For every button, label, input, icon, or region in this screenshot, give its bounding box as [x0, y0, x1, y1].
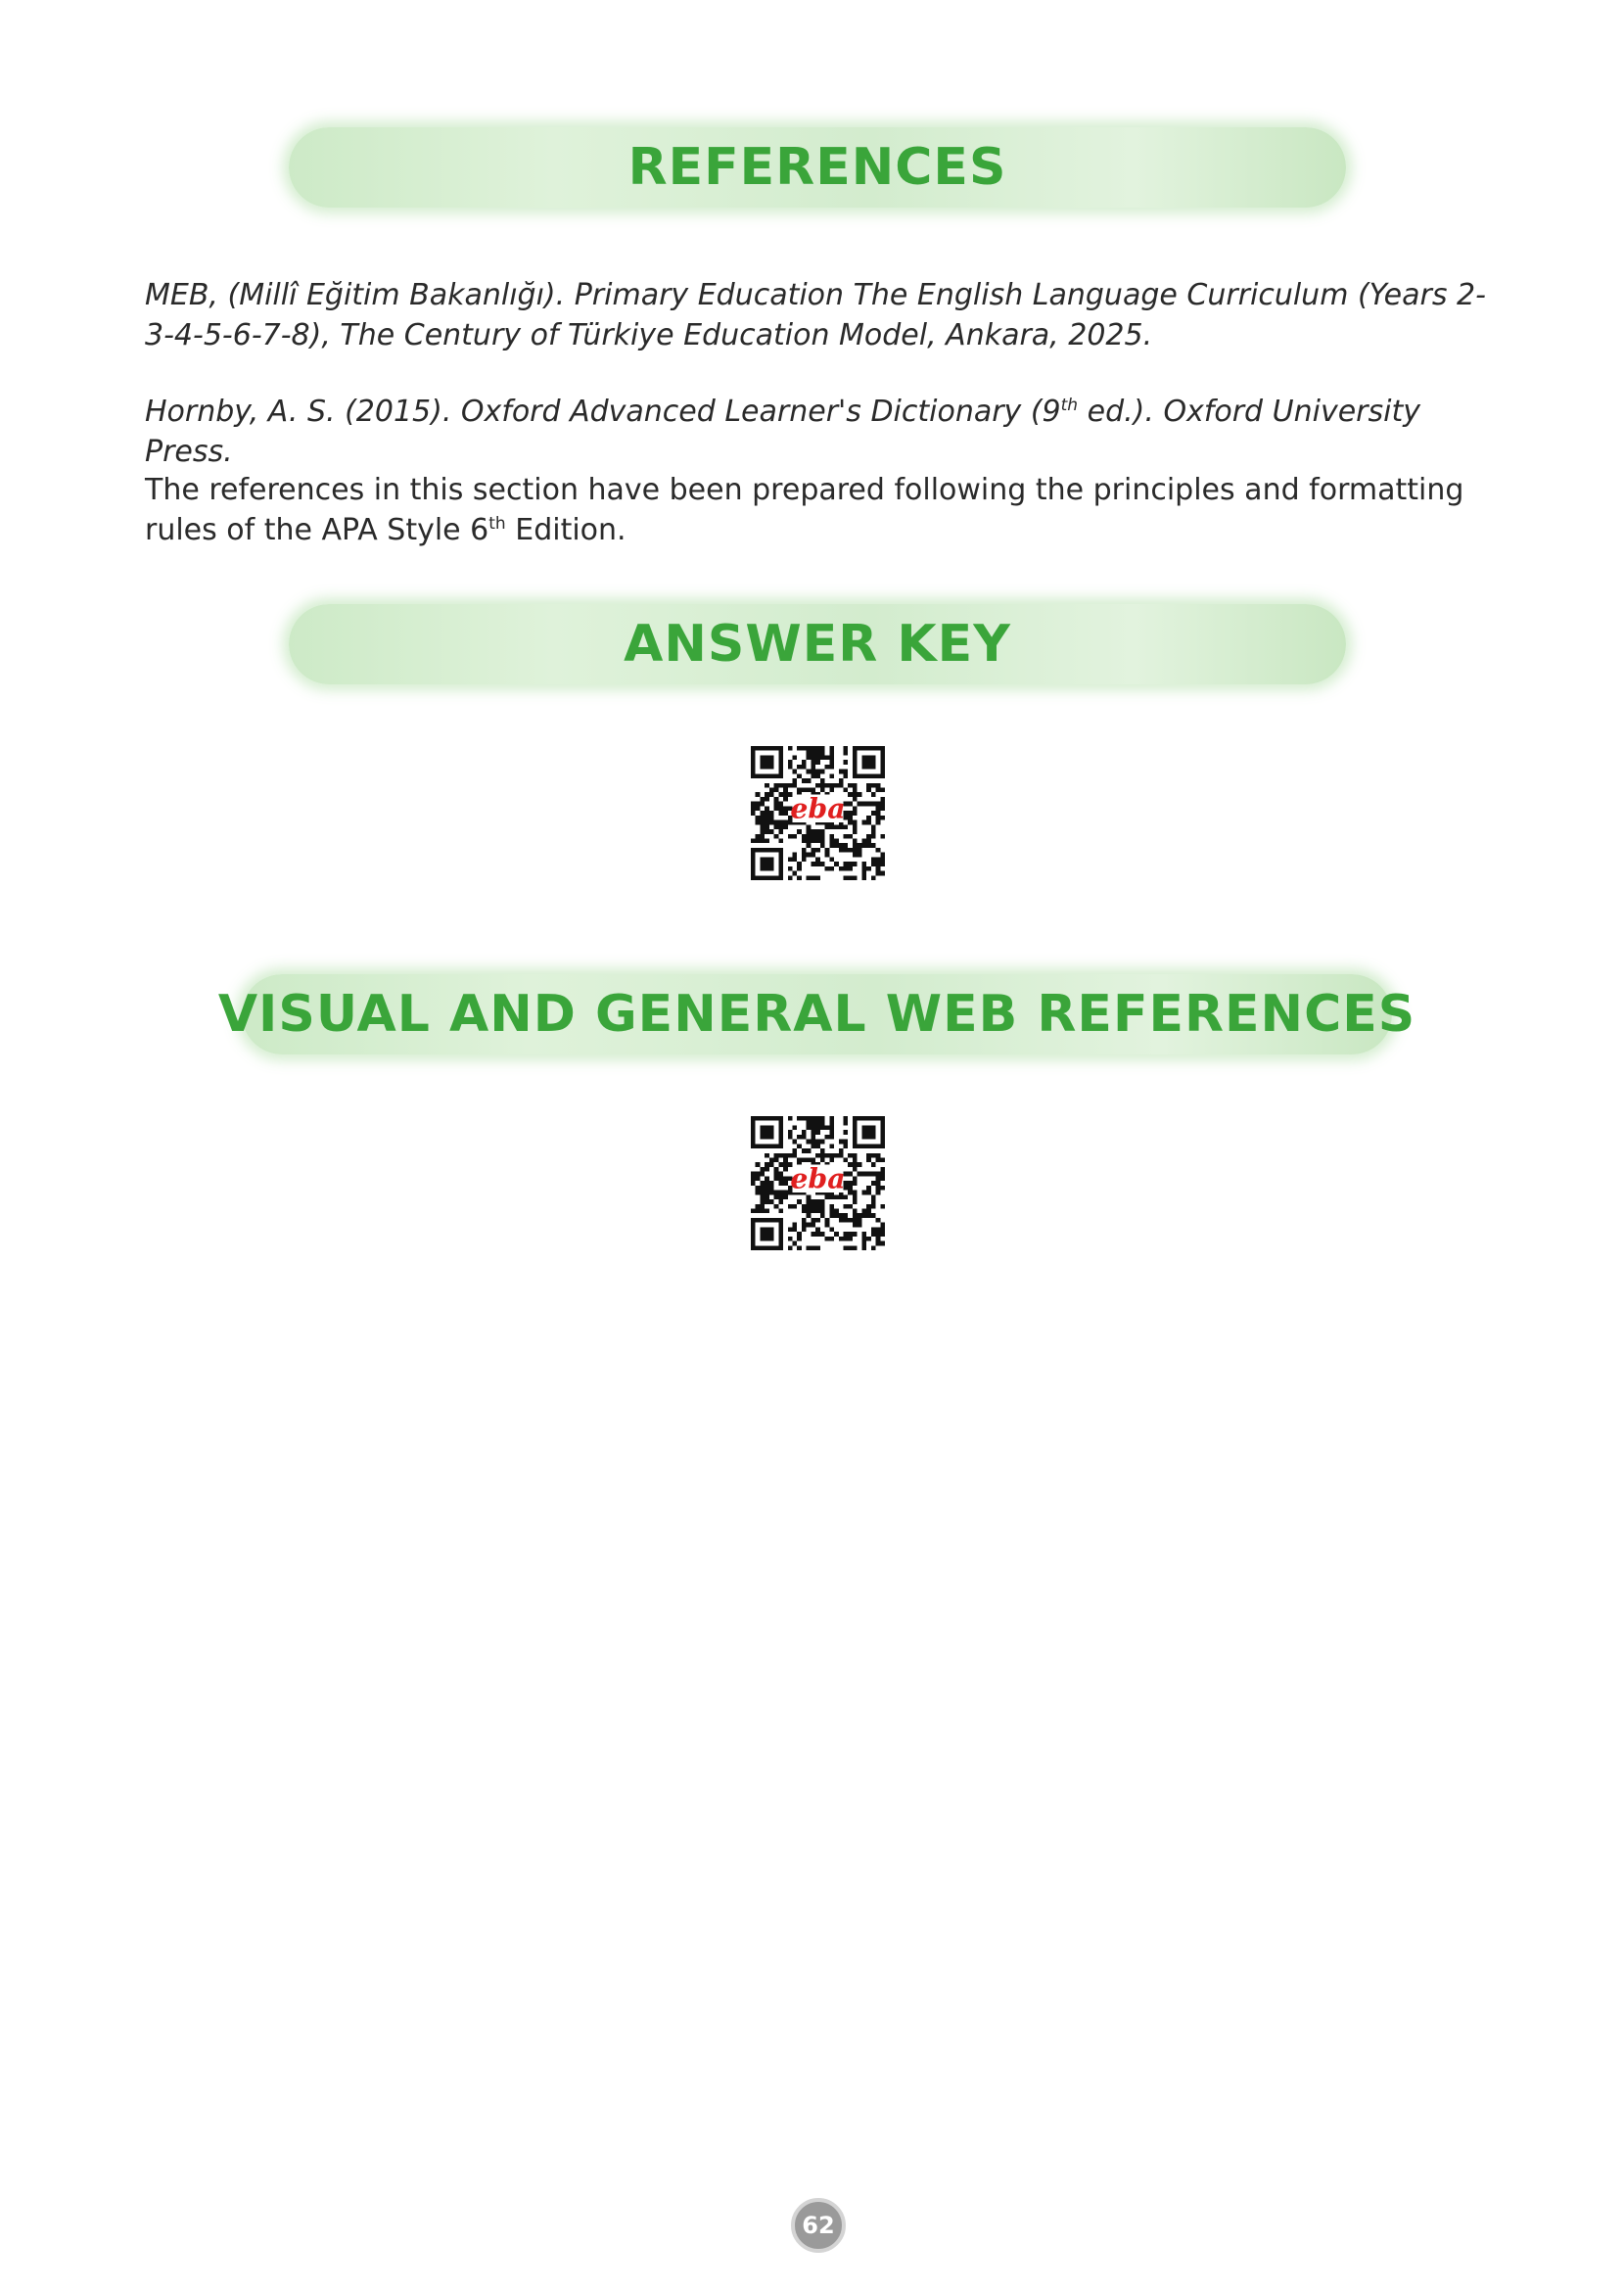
qr-code-graphic [751, 1116, 885, 1250]
references-banner [289, 127, 1346, 208]
reference-hornby-text: Hornby, A. S. (2015). Oxford Advanced Learner's Dictionary (9 [145, 395, 1061, 429]
apa-note-text: The references in this section have been prepared following the principles and formatting rules of the APA Style 6 [145, 473, 1464, 547]
visual-web-references-qr-code[interactable] [751, 1116, 885, 1250]
apa-style-note [145, 470, 1496, 550]
reference-entry-hornby [145, 392, 1496, 472]
reference-hornby-superscript: th [1060, 396, 1079, 415]
answer-key-qr-code[interactable] [751, 746, 885, 880]
visual-web-references-banner [217, 974, 1416, 1054]
page-number: 62 [802, 2212, 835, 2239]
reference-hornby-text-end: ed.). Oxford University Press. [145, 395, 1420, 469]
page-number-badge [791, 2198, 846, 2253]
references-heading: REFERENCES [627, 138, 1007, 197]
visual-web-references-heading: VISUAL AND GENERAL WEB REFERENCES [217, 985, 1416, 1044]
apa-note-text-end: Edition. [505, 513, 626, 547]
eba-logo: eba [790, 791, 846, 825]
reference-entry-meb: MEB, (Millî Eğitim Bakanlığı). Primary Education The English Language Curriculum (Years 2-3-4-5-6-7-8), The Century of Türkiye Education Model, Ankara, 2025. [145, 278, 1486, 352]
answer-key-heading: ANSWER KEY [624, 615, 1011, 674]
qr-code-graphic [751, 746, 885, 880]
answer-key-banner [289, 604, 1346, 684]
apa-note-superscript: th [488, 514, 506, 534]
eba-logo: eba [790, 1161, 846, 1195]
